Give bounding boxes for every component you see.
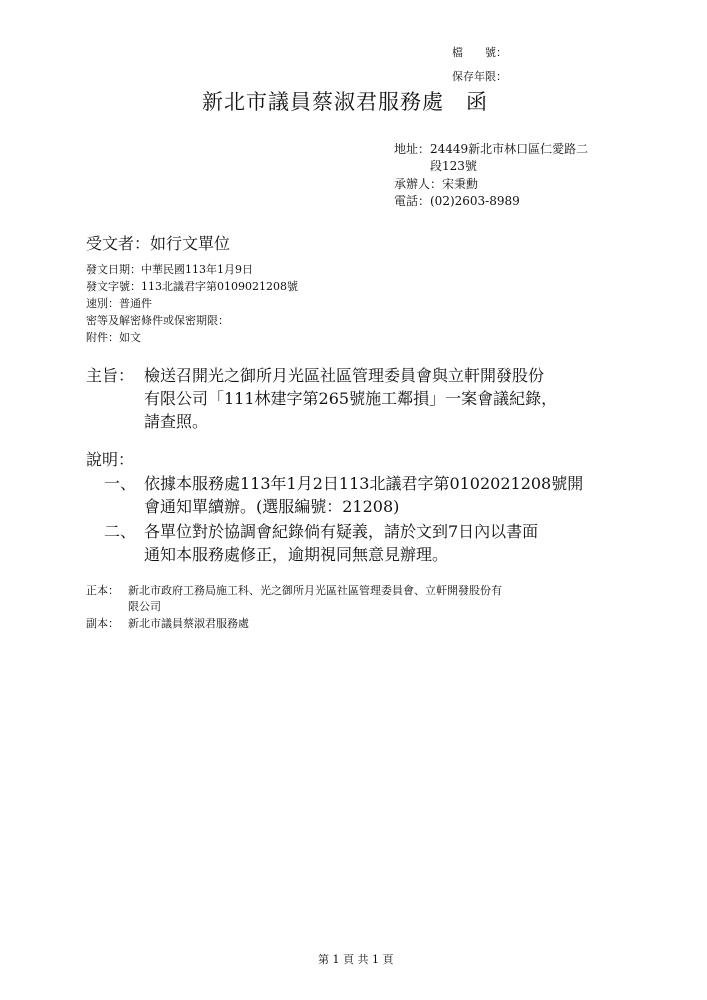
explanation-item-number: 二、 xyxy=(104,522,137,541)
copy-recipients: 新北市議員蔡淑君服務處 xyxy=(128,617,249,630)
attachment: 附件：如文 xyxy=(86,331,141,344)
document-title: 新北市議員蔡淑君服務處 函 xyxy=(202,90,488,114)
main-recipients: 新北市政府工務局施工科、光之御所月光區社區管理委員會、立軒開發股份有 xyxy=(128,584,502,597)
delivery-speed: 速別：普通件 xyxy=(86,297,152,310)
explanation-item-text: 依據本服務處113年1月2日113北議君字第0102021208號開 xyxy=(144,474,584,493)
page-number: 第 1 頁 共 1 頁 xyxy=(318,953,394,966)
security-level: 密等及解密條件或保密期限： xyxy=(86,314,229,327)
subject-line: 檢送召開光之御所月光區社區管理委員會與立軒開發股份 xyxy=(144,366,545,385)
subject-line: 請查照。 xyxy=(144,412,209,431)
subject-line: 有限公司「111林建字第265號施工鄰損」一案會議紀錄， xyxy=(144,389,558,408)
explanation-item-text: 各單位對於協調會紀錄倘有疑義，請於文到7日內以書面 xyxy=(144,522,539,541)
copy-recipients-label: 副本： xyxy=(86,617,119,630)
explanation-item-number: 一、 xyxy=(104,474,137,493)
issue-date: 發文日期：中華民國113年1月9日 xyxy=(86,263,253,276)
main-recipients: 限公司 xyxy=(128,600,161,613)
explanation-label: 說明： xyxy=(86,450,135,469)
contact-phone: 電話：(02)2603-8989 xyxy=(394,194,520,208)
retention-period-label: 保存年限： xyxy=(452,70,507,83)
recipient: 受文者：如行文單位 xyxy=(86,234,231,253)
document-number: 發文字號：113北議君字第0109021208號 xyxy=(86,280,298,293)
explanation-item-text: 通知本服務處修正，逾期視同無意見辦理。 xyxy=(144,545,449,564)
main-recipients-label: 正本： xyxy=(86,584,119,597)
explanation-item-text: 會通知單續辦。(選服編號：21208) xyxy=(144,497,400,516)
file-number-label: 檔 號： xyxy=(452,46,507,59)
contact-person: 承辦人：宋秉勳 xyxy=(394,177,479,191)
sender-address-line1: 地址：24449新北市林口區仁愛路二 xyxy=(394,142,589,156)
subject-label: 主旨： xyxy=(86,366,135,385)
sender-address-line2: 段123號 xyxy=(430,159,477,173)
